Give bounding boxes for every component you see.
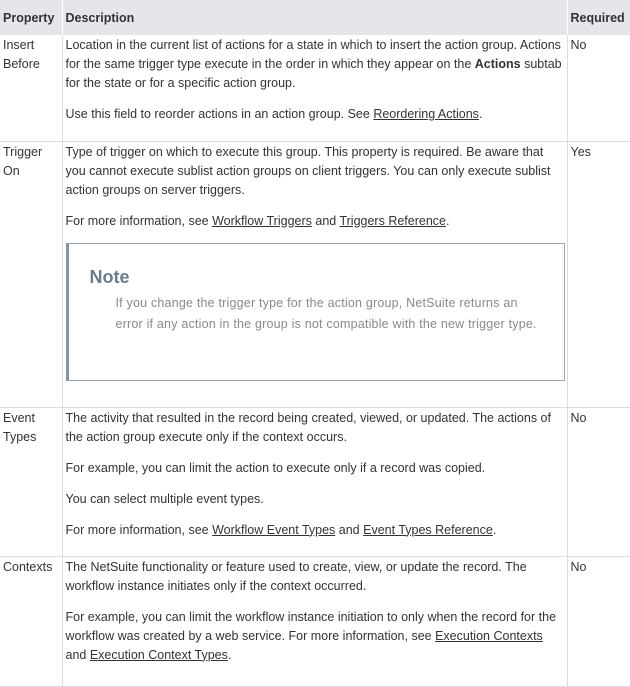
text: and [65, 647, 90, 662]
bold-text: Actions [474, 57, 521, 71]
required-cell: No [567, 35, 630, 141]
description-cell [62, 407, 567, 556]
execution-contexts-link[interactable]: Execution Contexts [435, 628, 543, 643]
required-cell: Yes [567, 141, 630, 407]
text: subtab for the state or for a specific action group. [65, 57, 562, 90]
required-cell: No [567, 556, 630, 686]
triggers-reference-link[interactable]: Triggers Reference [339, 213, 446, 228]
text: and [335, 522, 364, 537]
description-paragraph [66, 608, 565, 665]
description-paragraph [66, 521, 565, 540]
text: Use this field to reorder actions in an action group. See [65, 107, 374, 121]
property-cell: Event Types [0, 407, 62, 556]
text: . [478, 107, 483, 121]
execution-context-types-link[interactable]: Execution Context Types [89, 647, 228, 662]
property-cell: Trigger On [0, 141, 62, 407]
text: For more information, see [65, 522, 213, 537]
text: . [227, 647, 232, 662]
text: Location in the current list of actions for a state in which to insert the action group. Actions for the same trigger type execute in the order in which they appear on the [65, 38, 561, 71]
description-paragraph: The activity that resulted in the record being created, viewed, or updated. The actions of the action group execute only if the context occurs. [65, 410, 551, 444]
text: For more information, see [65, 213, 213, 228]
header-description: Description [62, 0, 567, 35]
reordering-actions-link[interactable]: Reordering Actions [373, 107, 479, 121]
header-required: Required [567, 0, 630, 35]
table-row [0, 407, 630, 556]
event-types-reference-link[interactable]: Event Types Reference [363, 522, 493, 537]
required-cell: No [567, 407, 630, 556]
description-paragraph: You can select multiple event types. [65, 491, 264, 506]
description-cell [62, 556, 567, 686]
workflow-event-types-link[interactable]: Workflow Event Types [212, 522, 336, 537]
note-title: Note [89, 266, 130, 287]
description-cell [62, 35, 567, 141]
table-row [0, 141, 630, 407]
property-cell: Insert Before [0, 35, 62, 141]
text: For example, you can limit the workflow instance initiation to only when the record for the workflow was created by a web service. For more information, see [65, 609, 557, 643]
description-cell [62, 141, 567, 407]
note-box [66, 243, 565, 381]
table-row [0, 556, 630, 686]
text: and [311, 213, 340, 228]
description-paragraph: The NetSuite functionality or feature used to create, view, or update the record. The workflow instance initiates only if the context occurred. [65, 559, 527, 593]
description-paragraph [66, 105, 565, 124]
text: . [446, 213, 450, 228]
note-body: If you change the trigger type for the action group, NetSuite returns an error if any action in the group is not compatible with the new trigger type. [115, 295, 537, 331]
property-cell: Contexts [0, 556, 62, 686]
workflow-triggers-link[interactable]: Workflow Triggers [212, 213, 312, 228]
table-row [0, 35, 630, 141]
description-paragraph [66, 36, 565, 93]
description-paragraph: For example, you can limit the action to execute only if a record was copied. [65, 460, 486, 475]
description-paragraph [66, 212, 565, 231]
text: . [492, 522, 497, 537]
description-paragraph: Type of trigger on which to execute this group. This property is required. Be aware that you cannot execute sublist action groups on client triggers. You can only execute sublist action groups on server triggers. [65, 144, 551, 197]
header-property: Property [0, 0, 62, 35]
table-header-row [0, 0, 630, 35]
